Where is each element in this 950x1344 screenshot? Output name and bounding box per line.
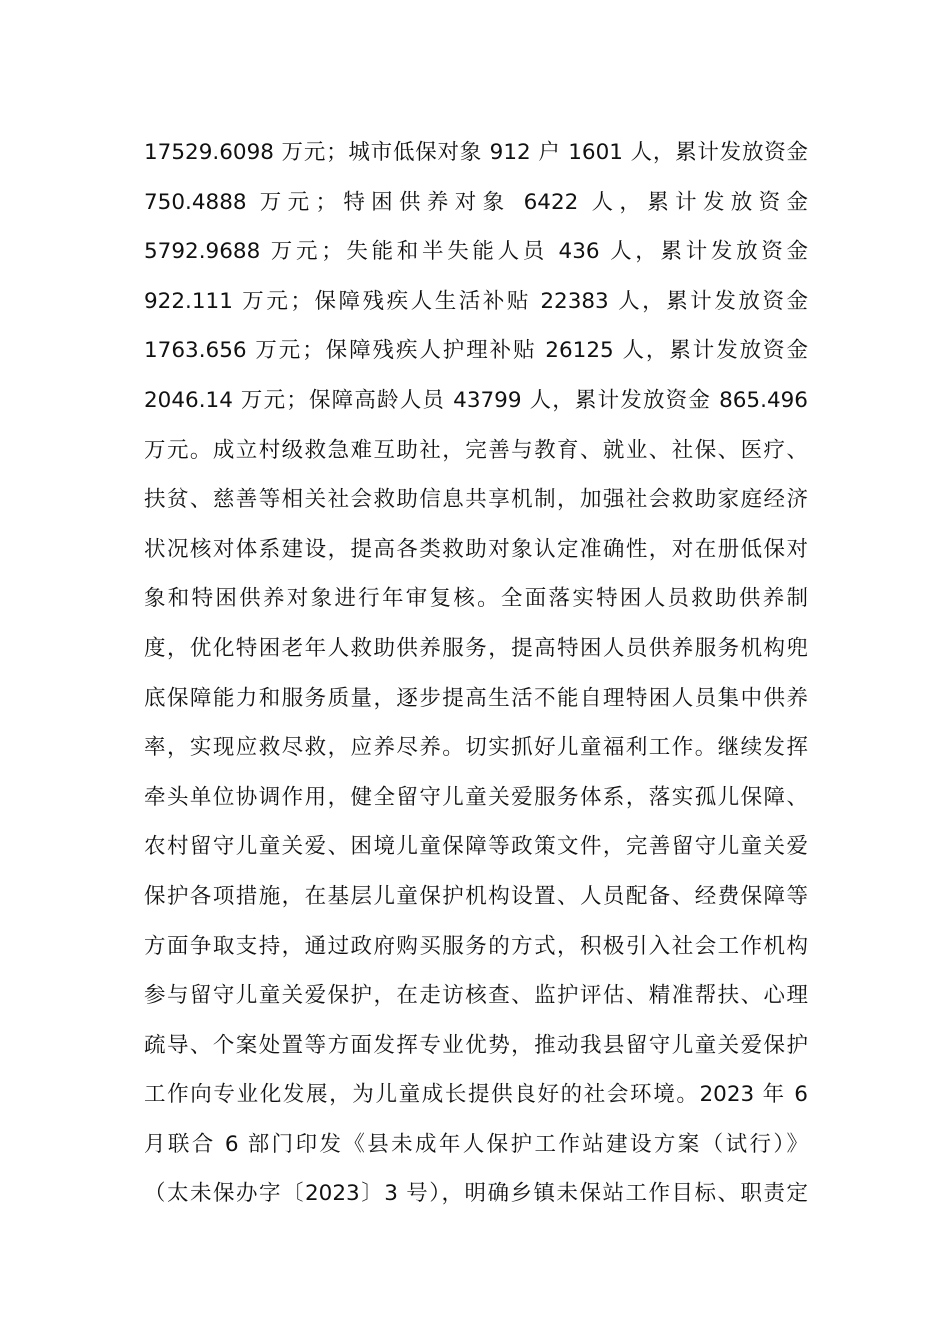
text-line: 疏导、个案处置等方面发挥专业优势，推动我县留守儿童关爱保护 bbox=[144, 1032, 808, 1058]
text-line: 922.111 万元；保障残疾人生活补贴 22383 人，累计发放资金 bbox=[144, 288, 808, 314]
text-line: 月联合 6 部门印发《县未成年人保护工作站建设方案（试行）》 bbox=[144, 1131, 808, 1157]
text-line: 状况核对体系建设，提高各类救助对象认定准确性，对在册低保对 bbox=[144, 536, 808, 562]
text-line: （太未保办字〔2023〕3 号），明确乡镇未保站工作目标、职责定 bbox=[144, 1181, 808, 1207]
text-line: 象和特困供养对象进行年审复核。全面落实特困人员救助供养制 bbox=[144, 586, 808, 612]
text-line: 底保障能力和服务质量，逐步提高生活不能自理特困人员集中供养 bbox=[144, 685, 808, 711]
text-line: 农村留守儿童关爱、困境儿童保障等政策文件，完善留守儿童关爱 bbox=[144, 834, 808, 860]
body-text bbox=[144, 128, 808, 1219]
text-line: 万元。成立村级救急难互助社，完善与教育、就业、社保、医疗、 bbox=[144, 437, 808, 463]
text-line: 牵头单位协调作用，健全留守儿童关爱服务体系，落实孤儿保障、 bbox=[144, 784, 808, 810]
text-line: 1763.656 万元；保障残疾人护理补贴 26125 人，累计发放资金 bbox=[144, 338, 808, 364]
text-line: 率，实现应救尽救，应养尽养。切实抓好儿童福利工作。继续发挥 bbox=[144, 735, 808, 761]
text-line: 5792.9688 万元；失能和半失能人员 436 人，累计发放资金 bbox=[144, 239, 808, 265]
text-line: 度，优化特困老年人救助供养服务，提高特困人员供养服务机构兜 bbox=[144, 635, 808, 661]
text-line: 工作向专业化发展，为儿童成长提供良好的社会环境。2023 年 6 bbox=[144, 1082, 808, 1108]
text-line: 保护各项措施，在基层儿童保护机构设置、人员配备、经费保障等 bbox=[144, 883, 808, 909]
text-line: 参与留守儿童关爱保护，在走访核查、监护评估、精准帮扶、心理 bbox=[144, 983, 808, 1009]
text-line: 方面争取支持，通过政府购买服务的方式，积极引入社会工作机构 bbox=[144, 933, 808, 959]
text-line: 2046.14 万元；保障高龄人员 43799 人，累计发放资金 865.496 bbox=[144, 387, 808, 413]
text-line: 750.4888 万元；特困供养对象 6422 人，累计发放资金 bbox=[144, 189, 808, 215]
text-line: 17529.6098 万元；城市低保对象 912 户 1601 人，累计发放资金 bbox=[144, 140, 808, 165]
text-line: 扶贫、慈善等相关社会救助信息共享机制，加强社会救助家庭经济 bbox=[144, 487, 808, 513]
